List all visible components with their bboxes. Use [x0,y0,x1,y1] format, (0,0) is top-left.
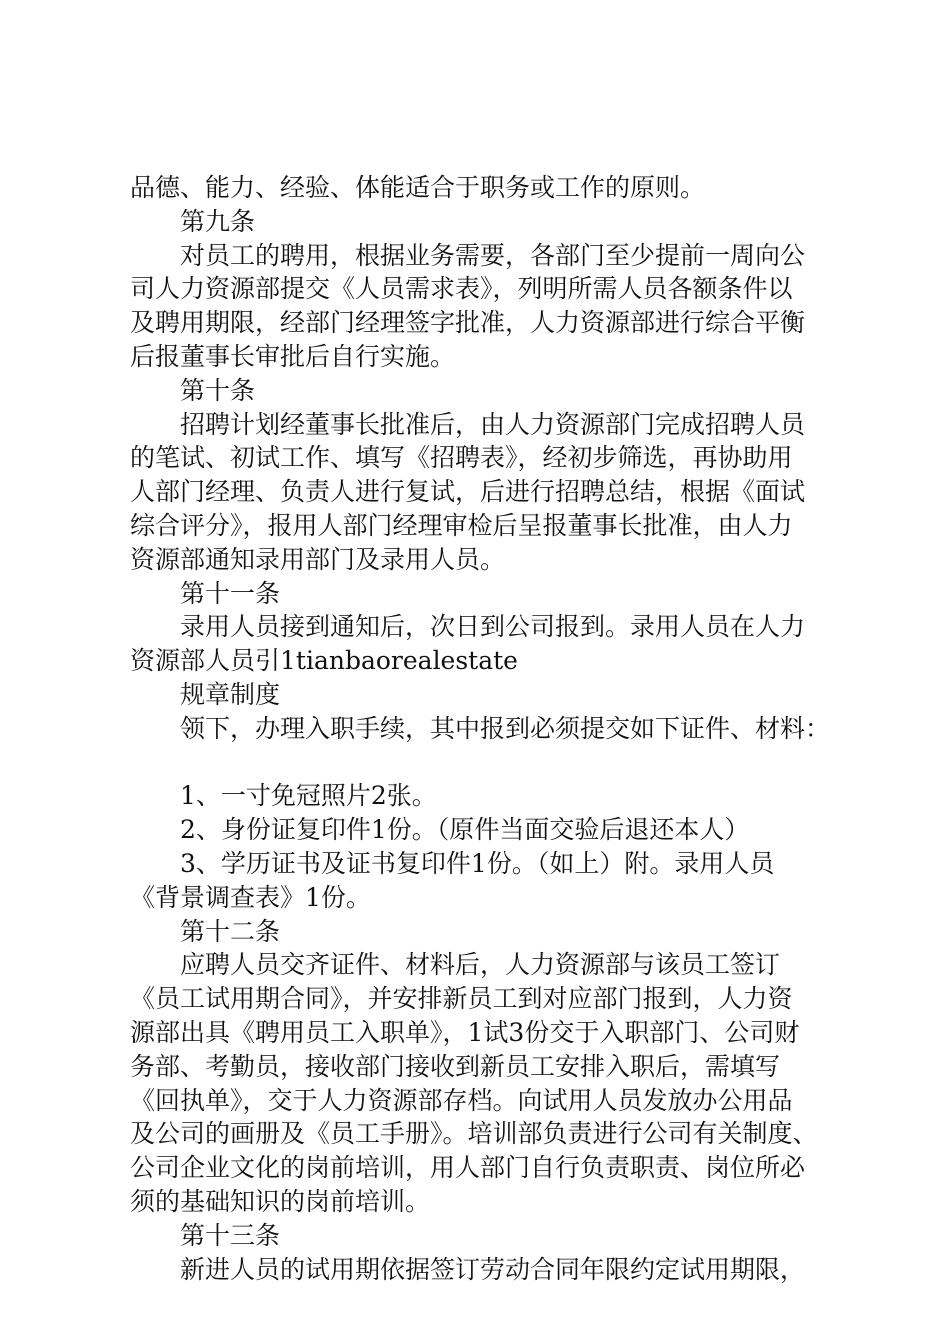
text-line: 《员工试用期合同》，并安排新员工到对应部门报到，人力资 [130,984,793,1014]
text-line: 1、一寸免冠照片2张。 [180,781,437,811]
text-line: 人部门经理、负责人进行复试，后进行招聘总结，根据《面试 [130,477,806,507]
document-body [130,171,830,1286]
text-line: 2、身份证复印件1份。（原件当面交验后退还本人） [180,815,750,845]
text-line: 第十条 [180,375,256,405]
text-line: 公司企业文化的岗前培训，用人部门自行负责职责、岗位所必 [130,1153,806,1183]
text-line: 规章制度 [180,679,281,709]
text-line: 资源部通知录用部门及录用人员。 [130,544,506,574]
text-line: 综合评分》，报用人部门经理审检后呈报董事长批准，由人力 [130,510,793,540]
text-line: 新进人员的试用期依据签订劳动合同年限约定试用期限， [180,1254,806,1284]
blank-line [130,746,830,780]
text-line: 源部出具《聘用员工入职单》，1试3份交于入职部门、公司财 [130,1017,800,1047]
text-line: 及公司的画册及《员工手册》。培训部负责进行公司有关制度、 [130,1119,818,1149]
text-line: 应聘人员交齐证件、材料后，人力资源部与该员工签订 [180,950,781,980]
text-line: 资源部人员引1tianbaorealestate [130,646,518,676]
text-line: 第十三条 [180,1220,281,1250]
text-line: 及聘用期限，经部门经理签字批准，人力资源部进行综合平衡 [130,308,806,338]
text-line: 的笔试、初试工作、填写《招聘表》，经初步筛选，再协助用 [130,443,793,473]
text-line: 第十一条 [180,578,281,608]
text-line: 司人力资源部提交《人员需求表》，列明所需人员各额条件以 [130,274,793,304]
text-line: 须的基础知识的岗前培训。 [130,1186,431,1216]
text-line: 《回执单》，交于人力资源部存档。向试用人员发放办公用品 [130,1085,793,1115]
text-line: 3、学历证书及证书复印件1份。（如上）附。录用人员 [180,848,775,878]
text-line: 领下，办理入职手续，其中报到必须提交如下证件、材料： [180,713,831,743]
text-line: 务部、考勤员，接收部门接收到新员工安排入职后，需填写 [130,1051,781,1081]
text-line: 录用人员接到通知后，次日到公司报到。录用人员在人力 [180,612,806,642]
text-line: 后报董事长审批后自行实施。 [130,341,456,371]
text-line: 品德、能力、经验、体能适合于职务或工作的原则。 [130,173,706,202]
text-line: 招聘计划经董事长批准后，由人力资源部门完成招聘人员 [180,409,806,439]
text-line: 《背景调查表》1份。 [130,882,371,912]
text-line: 第十二条 [180,916,281,946]
text-line: 对员工的聘用，根据业务需要，各部门至少提前一周向公 [180,240,806,270]
text-line: 第九条 [180,206,256,236]
